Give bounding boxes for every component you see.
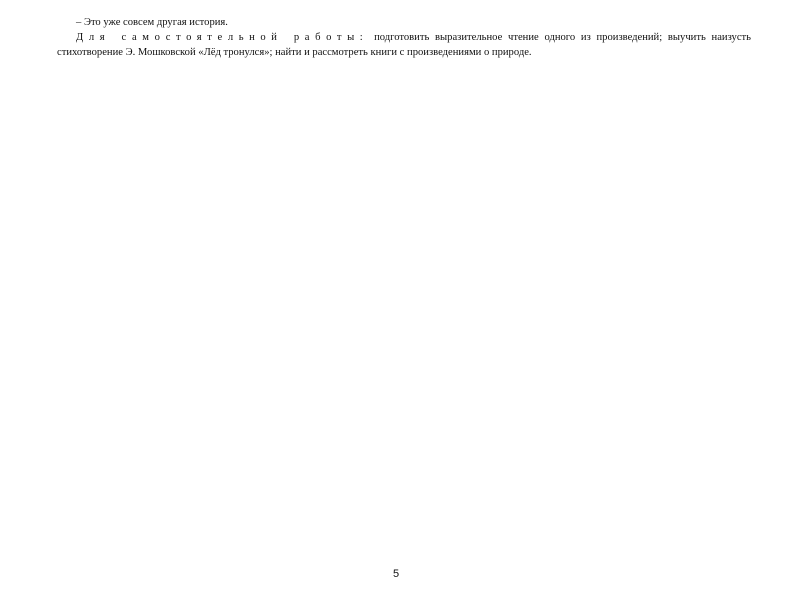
dialogue-line: – Это уже совсем другая история. [76, 17, 228, 28]
homework-text: подготовить выразительное чтение одного из произведений; выучить наизусть стихотворение Э. Мошковской «Лёд тронулся»; найти и рассмотреть книги с произведениями о природе. [57, 32, 751, 58]
homework-lead: Для самостоятельной работы: [76, 32, 369, 43]
homework-paragraph [57, 30, 751, 60]
body-text [57, 15, 751, 60]
dialogue-paragraph [57, 15, 751, 30]
page-number: 5 [392, 568, 400, 580]
